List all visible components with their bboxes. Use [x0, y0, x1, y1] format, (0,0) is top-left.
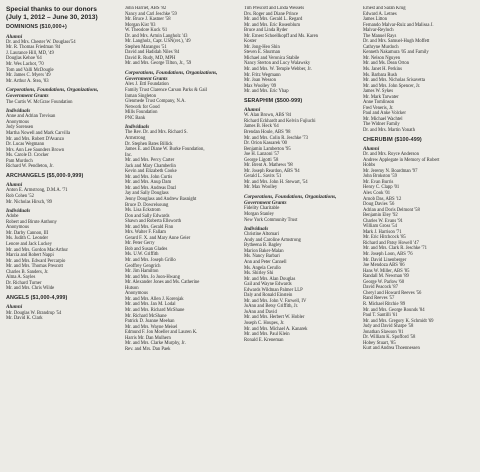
donor-name: Alex J. Ettl Foundation	[125, 82, 169, 88]
donor-name: Hobbs	[363, 163, 376, 169]
donor-name: Mr. and Ms. Dean Orton	[363, 61, 410, 67]
donor-name: Geoffrey Gengrich	[125, 263, 161, 269]
donor-name: Dr. Richard Turner	[6, 280, 42, 286]
donor-name: Mr. and Mrs. Nicholas Srisavetta	[363, 78, 425, 84]
donor-name: Max Woolley '09	[244, 83, 277, 89]
donor-name: Judy and David Sharpe '58	[363, 324, 414, 330]
donor-name: Jonathan Slawson '01	[363, 329, 404, 335]
subsection-heading: Corporations, Foundations, Organizations, Government Grants	[125, 70, 218, 83]
donor-name: William Gross '54	[363, 224, 397, 230]
page-title: (July 1, 2012 – June 30, 2013)	[6, 13, 98, 21]
donor-name: R. Michael Ritchie '89	[363, 301, 406, 307]
donor-name: Mr. Evan Burris	[363, 179, 394, 185]
donor-name: Mr. and Mrs. Gerald Finn	[125, 224, 174, 230]
donor-name: Mr. James C. Myers '49	[6, 73, 51, 79]
donor-name: Anonymous	[125, 291, 148, 297]
donor-name: Morgan Stanley	[244, 211, 274, 217]
donor-name: Ms. Nancy Barbari	[244, 254, 280, 260]
donor-name: Mr. and Mrs. John H. Stewart, '54	[244, 179, 308, 185]
donor-name: Gerald L. Savits '51	[244, 174, 282, 180]
subsection-heading: Corporations, Foundations, Organizations, Government Grants	[6, 87, 99, 100]
donor-name: Mr. Ernest Schoellkopff and Ms. Karen	[244, 33, 318, 39]
donor-name: Mr. and Mrs. Edward Percarpio	[6, 258, 66, 264]
donor-name: Morgan Kist '03	[125, 22, 156, 28]
donor-name: Mr. and Mrs. Jo Joon-Hwang	[125, 274, 180, 280]
donor-name: Mr. and Mrs. Gerald L. Regard	[244, 17, 303, 23]
donor-name: Gerard F. X. and Mary Anne Geier	[125, 235, 191, 241]
donor-name: W. Theodore Kuck '61	[125, 28, 168, 34]
donor-name: Bytheena B. Bagley	[244, 243, 282, 249]
subsection-heading: Alumni	[6, 304, 23, 311]
donor-name: Joseph C. Houpes, Jr.	[244, 321, 285, 327]
page-title: Special thanks to our donors	[6, 6, 97, 13]
donor-name: Mr. and Mrs. Clark R. Jeschke '71	[363, 246, 427, 252]
donor-name: Lenore and Jack Luckey	[6, 241, 52, 247]
donor-name: Hobey Stuart, '85	[363, 340, 396, 346]
donor-name: Mr. and Mrs. Thomas Prescott	[6, 264, 63, 270]
donor-name: James Litton	[363, 17, 388, 23]
donor-name: Robert and Birute Anthony	[6, 219, 57, 225]
donor-name: Kenneth Nakamura '05 and Family	[363, 50, 429, 56]
donor-name: Dr. and Mrs. Armin Langholz '43	[125, 33, 188, 39]
donor-name: Network for Good	[125, 104, 160, 110]
donor-name: Armstrong	[125, 136, 146, 141]
donor-name: Mr. and Mrs. Chris Wilde	[6, 286, 55, 292]
donor-name: Fidelity Charitable	[244, 206, 280, 212]
donor-name: Mr. Joan Wesson	[244, 78, 276, 84]
donor-name: Mr. Max Woolley	[244, 185, 278, 191]
donor-name: Dr. Lucas Wegmann	[6, 142, 45, 148]
donor-name: Mr. R. Thomas Friedman '84	[6, 45, 61, 51]
column-3	[244, 6, 361, 472]
donor-name: Harris Mr. Dan Mulhern	[125, 335, 171, 341]
donor-name: Bruce and Linda Ryder	[244, 28, 288, 34]
column-2	[125, 6, 242, 472]
donor-name: David R. Rudy, MD, MPH	[125, 55, 176, 61]
donor-name: Mills Foundation	[125, 110, 158, 116]
donor-name: Mr. Joseph Reardon, ABS '94	[244, 168, 300, 174]
subsection-heading: Alumni	[6, 182, 23, 189]
donor-name: Adobe	[6, 214, 19, 220]
donor-name: Ms. Shirley Shi	[244, 271, 274, 277]
donor-name: Paul and Anke Volcker	[363, 111, 406, 117]
donor-name: Inc.	[125, 152, 133, 158]
donor-name: Mr. Nelson Nguyen	[363, 55, 401, 61]
donor-name: Edmund F. Jon Moeller and Lauren K.	[125, 330, 198, 336]
section-heading: ANGELS ($1,000-4,999)	[6, 294, 68, 301]
donor-name: JoAnn and David	[244, 309, 277, 315]
donor-name: Ann and Peter Cannell	[244, 260, 287, 265]
donor-name: Mr. Arthur A. Stea, '83	[6, 78, 49, 84]
donor-name: Gail and Wayne Edwards	[244, 282, 292, 288]
donor-name: Mr. David Linenberger	[363, 257, 407, 263]
donor-name: Ms. Angela Cerullo	[244, 265, 281, 271]
donor-name: Ms. Barbara Rush	[363, 72, 397, 78]
donor-name: Mr. and Mrs. Anup Dam	[125, 180, 172, 186]
donor-name: Mr. Langholz, Capt. USN(ret.), '49	[125, 39, 191, 45]
donor-name: Mark J. Harrison '71	[363, 229, 402, 235]
subsection-heading: Corporations, Foundations, Organizations, Government Grants	[244, 194, 337, 207]
donor-name: Mr. and Mrs. John V. Farwell, IV	[244, 298, 307, 304]
donor-name: Ms. U.W. Griffith	[125, 252, 159, 258]
donor-name: Kevin and Elizabeth Cooke	[125, 169, 177, 175]
donor-name: Jody Sorensen	[6, 125, 34, 131]
donor-name: Shawn and Roberta Ellsworth	[125, 219, 182, 225]
donor-name: Mr. and Mrs. Clarke Murphy, Jr.	[125, 341, 186, 347]
donor-name: Richard and Patsy Howell '47	[363, 240, 419, 246]
donor-name: Mr. and Mrs. Eric Rosenblum	[244, 22, 300, 28]
donor-name: Mrs. Ann Lee Saunders Brown	[6, 147, 65, 153]
column-4	[363, 6, 480, 472]
section-heading: SERAPHIM ($500-999)	[244, 97, 303, 104]
donor-name: Mr. Darby Cannon, III	[6, 230, 49, 236]
donor-name: James E. and Diane W. Burke Foundation,	[125, 147, 205, 153]
donor-name: Nancy and Carl Jeschke '59	[125, 11, 177, 17]
subsection-heading: Individuals	[6, 208, 31, 215]
donor-name: Cathryne Murdoch	[363, 44, 399, 50]
donor-name: Mr. Wes Lachot, '70	[6, 61, 44, 67]
donor-name: Steven E. Shurman	[244, 50, 281, 56]
donor-name: Kurt and Andrea Thoennessen	[363, 346, 420, 352]
donor-name: Doug Davies '56	[363, 202, 395, 208]
column-1	[6, 6, 123, 472]
donor-name: Mr. Bruce J. Kastner '58	[125, 17, 171, 23]
donor-name: Mr. and Mrs. Richard McShane	[125, 307, 185, 313]
donor-name: Mr. Fritz Wegmann	[244, 72, 281, 78]
donor-name: Mr. Joseph Loon, ABS '76	[363, 252, 413, 258]
donor-name: Arnob Das, ABS '12	[363, 196, 402, 202]
donor-name: Mr. Douglas W. Brandrup '54	[6, 310, 62, 316]
donor-name: Jack and Mary Chamberlin	[125, 163, 176, 169]
donor-name: Mr. Jim Hamilton	[125, 269, 159, 275]
donor-name: JoAnn and Betsy Griffith, Jr.	[244, 304, 299, 310]
donor-name: Jay and Sally Douglass	[125, 191, 169, 197]
donor-name: Mr. and Mrs. John Curtis	[125, 174, 173, 180]
donor-name: Edwards Wildman Palmer LLP	[244, 287, 303, 293]
donor-name: Henry C. Clapp '01	[363, 185, 400, 191]
donor-name: Mr. Jeremy N. Boardman '97	[363, 168, 418, 174]
donor-name: Daly and Ronald Einstein	[244, 293, 293, 299]
donor-name: Mr. and Mrs. Gregory K. Schmidt '69	[363, 318, 434, 324]
donor-name: Alma A. Sayles	[6, 275, 36, 281]
donor-name: Fred Veneris, Jr.	[363, 105, 394, 111]
section-heading: ARCHANGELS ($5,000-9,999)	[6, 172, 84, 179]
donor-name: New York Community Trust	[244, 217, 298, 223]
donor-name: Mr. Jong-Heo Shin	[244, 44, 280, 50]
donor-name: Mr. and Mrs. Wayne Meisel	[125, 324, 178, 330]
donor-name: Nancy Sterton and Lucy Walawsky	[244, 61, 311, 67]
donor-name: Malvar-Reyloch	[363, 28, 394, 34]
donor-name: James W. Sykes	[363, 89, 394, 95]
donor-name: Adrian and Doris Delmont '58	[363, 207, 420, 213]
donor-name: W. Alan Brown, ABS '84	[244, 113, 292, 119]
donor-name: Mr. and Mrs. Colin R. Jeschke '73	[244, 135, 308, 141]
donor-name: Mrs. Walter F. Fallam	[125, 230, 166, 236]
donor-name: Dr. and Mrs. Royce Anderson	[363, 152, 419, 158]
donor-name: Marion Baker-Malan	[244, 248, 284, 254]
donor-name: Ernest and Sarah Krug	[363, 6, 406, 11]
section-heading: DOMINIONS ($10,000+)	[6, 24, 67, 31]
donor-name: Benjamin Eley '92	[363, 213, 398, 219]
donor-name: Dr. Stephen Bates Billick	[125, 141, 173, 147]
donor-name: Mr. Nicholas Hirsch, '89	[6, 199, 53, 205]
donor-name: Mr. and Mrs. W. Temple Webber, Jr.	[244, 67, 312, 73]
donor-name: Anne and Adrian Trevisan	[6, 114, 56, 120]
donor-name: Glenmede Trust Company, N.A.	[125, 99, 186, 105]
donor-name: Koster	[244, 39, 257, 45]
donor-name: Charles W. Evans '91	[363, 218, 403, 224]
donor-name: Dr. and Mrs. Chester W. Douglass'54	[6, 39, 76, 45]
donor-name: Brendan Houle, ABS '98	[244, 130, 291, 135]
donor-name: The Rev. Dr. and Mrs. Richard S.	[125, 130, 188, 136]
donor-name: George W. Parlow '60	[363, 279, 405, 285]
donor-name: John Harriet, ABS '82	[125, 6, 167, 11]
donor-name: Charles B. Sanders, Jr.	[6, 269, 49, 275]
donor-name: Mr. and Mrs. Andreas Dazl	[125, 185, 177, 191]
donor-name: Dr. Orion Kassarek '00	[244, 141, 288, 147]
donor-name: Hans W. Miller, ABS '85	[363, 268, 410, 274]
donor-name: Mr. Michael Wachtel	[363, 116, 403, 122]
donor-name: Mr. Richard McShane	[125, 313, 167, 319]
donor-name: Richard W. Pendleton, Jr.	[6, 164, 54, 170]
donor-name: Anonymous	[6, 119, 29, 125]
donor-name: James B. Heck '64	[244, 124, 279, 130]
donor-name: Joe H. Lanzoni '57	[244, 152, 280, 158]
donor-name: Mr. and Mrs. Robert D'Avanzo	[6, 136, 65, 142]
donor-name: Mr. David K. Clark	[6, 316, 43, 322]
donor-name: Pam Murdoch	[6, 158, 33, 164]
donor-name: David Peacock '87	[363, 285, 398, 291]
subsection-heading: Alumni	[363, 145, 380, 152]
donor-name: Marcia and Robert Nappi	[6, 253, 54, 259]
donor-name: Rev. and Mrs. Dan Paek	[125, 346, 171, 352]
donor-name: J. Laurance Hill, MD, '49	[6, 50, 54, 56]
donor-name: Ronald E. Kreneman	[244, 337, 284, 343]
donor-name: Christine Altomari	[244, 232, 280, 238]
donor-name: Ms. Judith C. Leonder	[6, 236, 49, 242]
donor-name: Ms. Carole D. Crocker	[6, 153, 49, 159]
donor-name: Cheryl and Howard Reeves '56	[363, 290, 422, 296]
donor-name: Jenny Douglass and Andrew Basnight	[125, 197, 197, 203]
donor-name: Mr. and Mrs. John Spencer, Jr.	[363, 83, 421, 89]
donor-name: The Curtis W. McGraw Foundation	[6, 99, 73, 105]
donor-name: Don and Sally Edwards	[125, 213, 170, 219]
donor-name: Mr. and Mrs. Allen J. Korenjak	[125, 296, 184, 302]
donor-name: Inman Singleton	[125, 93, 157, 99]
donor-name: Dr. and Mrs. Samuel-Hugh Moffett	[363, 39, 430, 45]
donor-name: Fernando Malvar-Ruiz and Malissa J.	[363, 22, 434, 28]
donor-name: Richard Eckhardt and Kelvin Fujiuchi	[244, 118, 316, 124]
donor-name: Mr. and Mrs. Michael A. Kanarek	[244, 326, 308, 332]
donor-name: Bob and Susan Glades	[125, 246, 168, 252]
donor-name: Ms. Lisa Eckstrom	[125, 208, 161, 214]
donor-name: Bruce D. Dowrelsoung	[125, 202, 169, 208]
donor-name: Rob Cohen '52	[6, 193, 34, 199]
donor-name: The Widner Family	[363, 122, 400, 128]
section-heading: CHERUBIM ($100-499)	[363, 136, 422, 143]
donor-name: Family Trust Clarence Carson Parks & Gail	[125, 87, 208, 93]
subsection-heading: Alumni	[6, 33, 23, 40]
donor-name: Ms. Janet H. Perkins	[363, 67, 402, 73]
donor-name: Tim Prescott and Linda Wessels	[244, 6, 305, 11]
donor-name: Mr. and Mrs. Herbert W. Hobler	[244, 315, 305, 321]
donor-name: Anonymous	[6, 225, 29, 231]
donor-name: Rand Reeves '57	[363, 296, 395, 302]
donor-name: Mr. Peter Gerry	[125, 241, 155, 247]
donor-name: Mr. and Mrs. Percy Carter	[125, 158, 175, 164]
subsection-heading: Individuals	[125, 124, 150, 131]
donor-name: Patrick D. Joanne Meehan	[125, 319, 175, 325]
donor-name: Edward A. Letnes	[363, 11, 397, 17]
donor-name: Mr. and Mrs. Joseph Grillo	[125, 258, 176, 264]
donor-name: Mr. and Mrs. George Rounds '84	[363, 307, 425, 313]
donor-name: David and Hadidah Niles '84	[125, 50, 180, 56]
donor-name: George Ligotti '58	[244, 157, 279, 163]
donor-name: Michael and Veronica Stabile	[244, 55, 300, 61]
donor-name: Mr. Brent A. Mathews '98	[244, 163, 293, 169]
donor-name: Stephen Marangos '51	[125, 44, 167, 50]
donor-name: Mr. and Mrs. Eric Yhap	[244, 89, 289, 95]
donor-name: Joe Mendoza ABS '06	[363, 263, 405, 269]
donor-name: Drs. Roger and Diane Prince	[244, 11, 299, 17]
donor-name: Douglas Kehoe '64	[6, 56, 42, 62]
donor-name: Benjamin Lamberton '95	[244, 146, 291, 152]
donor-name: Mr. Alexander Jones and Ms. Catherine	[125, 280, 200, 286]
donor-name: Randall M. Newman '89	[363, 274, 409, 280]
donor-name: PNC Bank	[125, 115, 146, 121]
donor-name: Mr. and Mrs. Gordon MacArthur	[6, 247, 68, 253]
donor-name: Mr. and Mrs. Jan M. Lodal	[125, 302, 176, 308]
donor-name: Martha Nowell and Mark Carvilla	[6, 130, 71, 136]
donor-name: Andrew Applegate in Memory of Robert	[363, 157, 440, 163]
subsection-heading: Individuals	[6, 108, 31, 115]
donor-name: Mr. and Mrs. George Tilton, Jr., '59	[125, 61, 192, 67]
donor-name: Andy and Caroline Armstrong	[244, 237, 301, 243]
donor-name: Mr. and Mrs. Alan Douglas	[244, 276, 296, 282]
donor-name: Dr. William K. Spofford '58	[363, 335, 416, 341]
donor-name: Tom and Valli McDougle	[6, 67, 54, 73]
donor-name: Mr. Mark Tarwater	[363, 94, 399, 100]
donor-name: Hutson	[125, 285, 139, 291]
donor-name: Mr. Eric Hitchcock '85	[363, 235, 406, 241]
subsection-heading: Individuals	[244, 226, 269, 233]
donor-name: Paul T. Santilli '61	[363, 313, 398, 319]
donor-name: The Manuel Rays	[363, 33, 397, 39]
donor-name: Anton E. Armstrong, D.M.A. '71	[6, 188, 68, 194]
donor-name: Mr. and Mrs. Paul Klein	[244, 332, 290, 338]
donor-name: John Brokston '59	[363, 174, 397, 180]
subsection-heading: Alumni	[244, 107, 261, 114]
donor-name: Alex Cook '01	[363, 191, 391, 197]
donor-name: Anne Tomlinson	[363, 100, 395, 106]
donor-name: Dr. and Mrs. Martin Yonath	[363, 128, 415, 134]
